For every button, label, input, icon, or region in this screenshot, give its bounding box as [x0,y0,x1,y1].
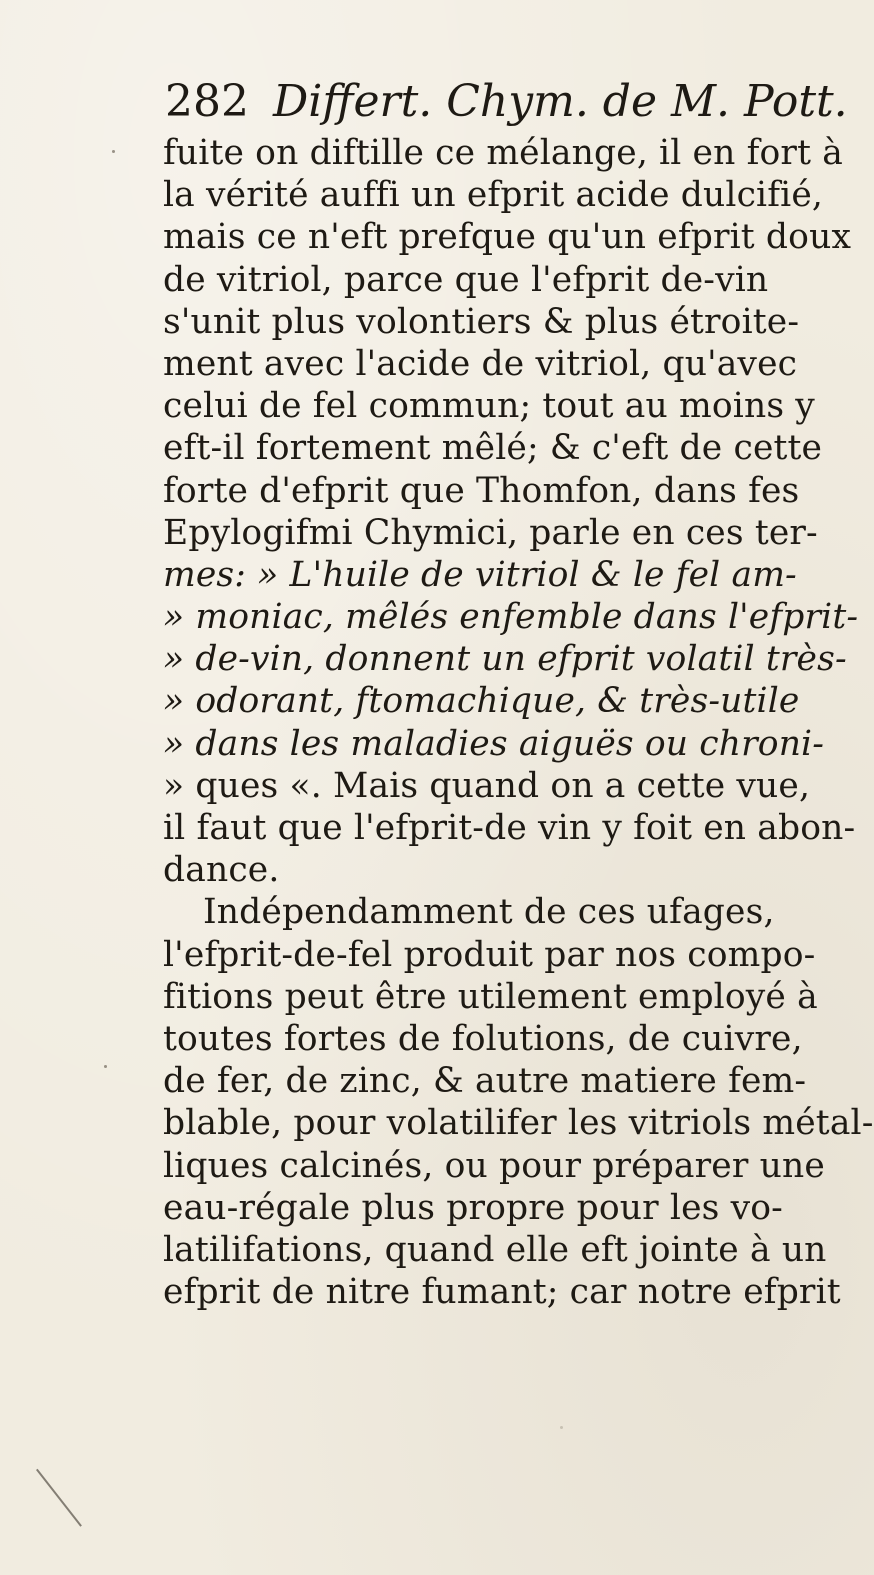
text-line-14: » odorant, ftomachique, & très-utile [163,681,800,722]
text-line-4: de vitriol, parce que l'efprit de-vin [163,259,769,300]
text-line-10: Epylogifmi Chymici, parle en ces ter- [163,512,818,553]
text-line-15: » dans les maladies aiguës ou chroni- [163,723,825,764]
text-line-17: il faut que l'efprit-de vin y foit en abon- [163,808,856,848]
body-text [163,132,874,1313]
text-line-26: eau-régale plus propre pour les vo- [163,1187,783,1228]
text-line-22: toutes fortes de folutions, de cuivre, [163,1018,803,1059]
text-line-1: fuite on diftille ce mélange, il en fort à [163,133,843,173]
text-line-28: efprit de nitre fumant; car notre efprit [163,1272,841,1313]
text-line-2: la vérité auffi un efprit acide dulcifié, [163,175,824,216]
text-line-27: latilifations, quand elle eft jointe à un [163,1229,827,1270]
page-number: 282 [165,76,249,127]
running-header [165,72,848,132]
text-line-18: dance. [163,850,280,891]
paper-speck [112,150,115,153]
text-line-11: mes: » L'huile de vitriol & le fel am- [163,554,797,595]
text-line-24: blable, pour volatilifer les vitriols métal- [163,1103,874,1144]
text-line-6: ment avec l'acide de vitriol, qu'avec [163,343,798,384]
text-line-9: forte d'efprit que Thomfon, dans fes [163,470,800,511]
paper-speck [560,1426,563,1429]
text-line-19: Indépendamment de ces ufages, [203,892,775,933]
text-line-8: eft-il fortement mêlé; & c'eft de cette [163,428,823,469]
text-line-21: fitions peut être utilement employé à [163,976,818,1017]
text-line-23: de fer, de zinc, & autre matiere fem- [163,1061,807,1102]
text-line-25: liques calcinés, ou pour préparer une [163,1145,825,1186]
text-line-16: » ques «. Mais quand on a cette vue, [163,765,811,806]
text-line-12: » moniac, mêlés enfemble dans l'efprit- [163,597,859,638]
pencil-mark [36,1469,82,1527]
text-line-3: mais ce n'eft prefque qu'un efprit doux [163,217,852,258]
text-line-7: celui de fel commun; tout au moins y [163,386,815,427]
running-title: Differt. Chym. de M. Pott. [272,76,848,127]
paper-speck [104,1065,107,1068]
text-line-20: l'efprit-de-fel produit par nos compo- [163,934,816,975]
text-line-5: s'unit plus volontiers & plus étroite- [163,301,800,342]
text-line-13: » de-vin, donnent un efprit volatil très- [163,639,847,680]
